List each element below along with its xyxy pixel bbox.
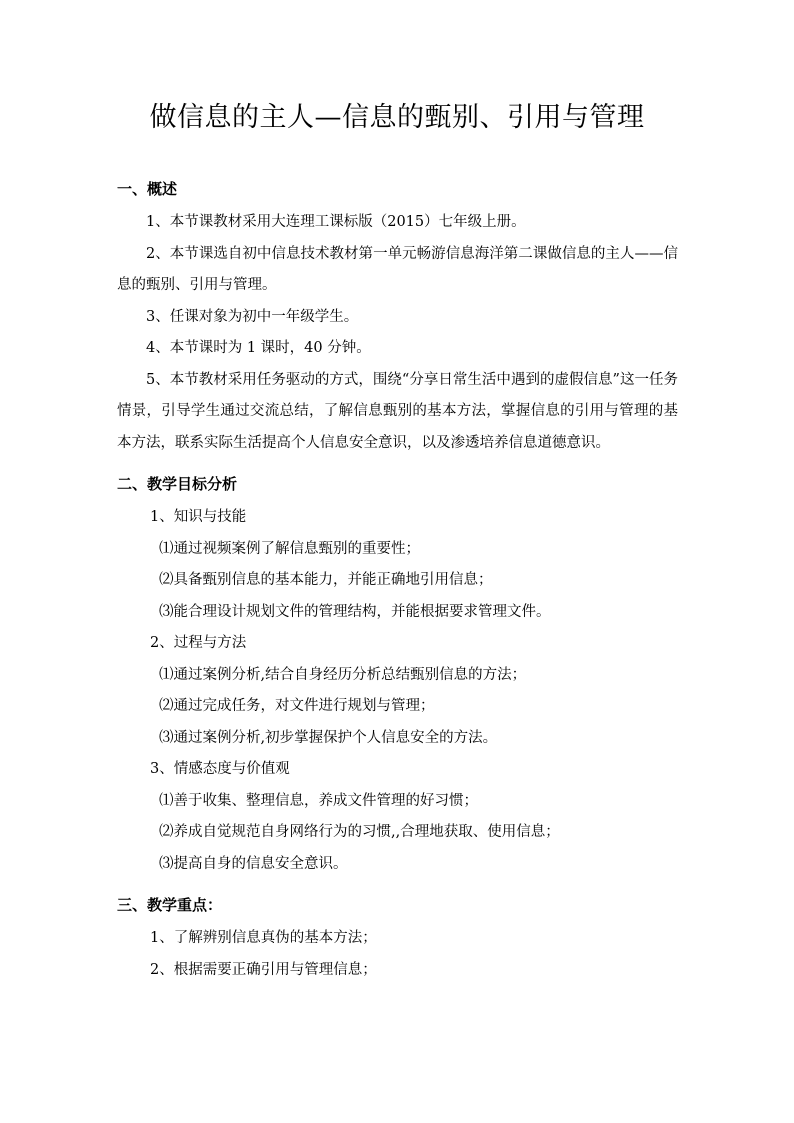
section-overview xyxy=(117,174,678,459)
focus-item: 1、了解辨别信息真伪的基本方法； xyxy=(150,930,377,946)
section-teaching-objectives xyxy=(117,469,678,880)
objective-item: ⑴通过案例分析,结合自身经历分析总结甄别信息的方法； xyxy=(159,666,527,683)
objective-group-label: 2、过程与方法 xyxy=(150,635,247,651)
section-heading: 二、教学目标分析 xyxy=(117,475,238,493)
section-teaching-focus xyxy=(117,890,678,986)
paragraph: 4、本节课时为 1 课时，40 分钟。 xyxy=(146,340,371,356)
focus-item: 2、根据需要正确引用与管理信息； xyxy=(150,961,377,978)
objective-group-label: 1、知识与技能 xyxy=(150,509,247,525)
document-body xyxy=(117,174,678,996)
paragraph: 2、本节课选自初中信息技术教材第一单元畅游信息海洋第二课做信息的主人——信息的甄别、引用与管理。 xyxy=(117,245,678,293)
section-heading: 一、概述 xyxy=(117,180,178,198)
section-heading: 三、教学重点： xyxy=(117,896,223,914)
paragraph: 3、任课对象为初中一年级学生。 xyxy=(146,308,359,325)
objective-item: ⑵通过完成任务，对文件进行规划与管理； xyxy=(159,698,435,714)
objective-item: ⑴通过视频案例了解信息甄别的重要性； xyxy=(159,540,420,557)
objective-item: ⑵养成自觉规范自身网络行为的习惯,,合理地获取、使用信息； xyxy=(159,824,560,840)
paragraph: 1、本节课教材采用大连理工课标版（2015）七年级上册。 xyxy=(146,214,526,230)
objective-item: ⑵具备甄别信息的基本能力，并能正确地引用信息； xyxy=(159,572,493,588)
objective-item: ⑶能合理设计规划文件的管理结构，并能根据要求管理文件。 xyxy=(159,603,551,620)
paragraph: 5、本节教材采用任务驱动的方式，围绕“分享日常生活中遇到的虚假信息”这一任务情景，引导学生通过交流总结，了解信息甄别的基本方法，掌握信息的引用与管理的基本方法，联系实际生活提高个人信息安全意识，以及渗透培养信息道德意识。 xyxy=(117,371,678,451)
objective-item: ⑶通过案例分析,初步掌握保护个人信息安全的方法。 xyxy=(159,729,498,746)
objective-item: ⑴善于收集、整理信息，养成文件管理的好习惯； xyxy=(159,792,478,809)
objective-item: ⑶提高自身的信息安全意识。 xyxy=(159,855,348,872)
objective-group-label: 3、情感态度与价值观 xyxy=(150,761,290,777)
document-title: 做信息的主人—信息的甄别、引用与管理 xyxy=(149,102,645,133)
